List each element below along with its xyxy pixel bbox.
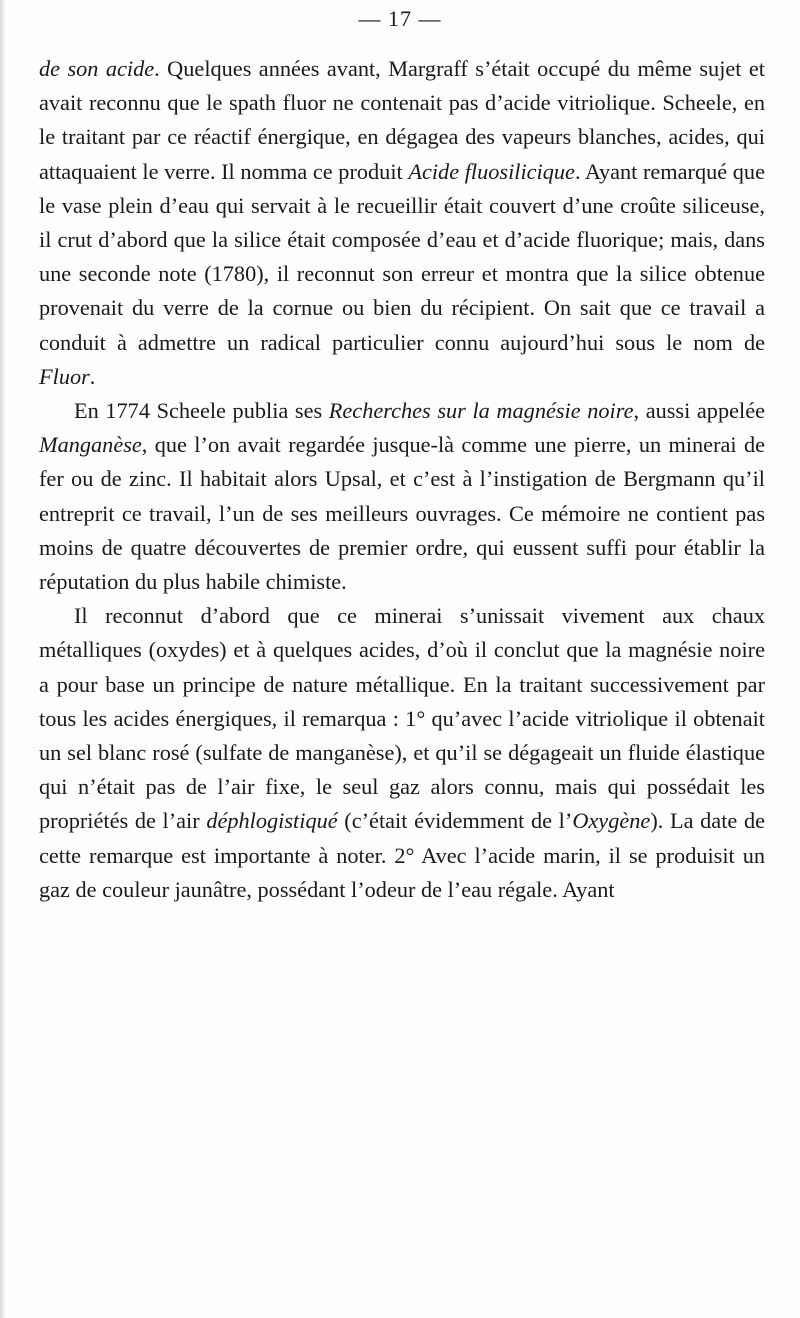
text-run: Fluor — [39, 363, 90, 389]
body-text — [39, 52, 765, 907]
text-run: déphlogistiqué — [206, 808, 338, 834]
paragraph-3 — [39, 599, 765, 907]
text-run: . — [89, 363, 96, 389]
text-run: Acide fluosilicique — [408, 158, 575, 184]
paragraph-2 — [39, 394, 765, 599]
text-run: Il reconnut d’abord que ce minerai s’unissait vivement aux chaux métalliques (oxydes) et à quelques acides, d’où il conclut que la magnésie noire a pour base un principe de nature métallique. En la traitant successivement par tous les acides énergiques, il remarqua : 1° qu’avec l’acide vitriolique il obtenait un sel blanc rosé (sulfate de manganèse), et qu’il se dégageait un fluide élastique qui n’était pas de l’air fixe, le seul gaz alors connu, mais qui possédait les propriétés de l’air — [39, 603, 765, 834]
text-run: Oxygène — [572, 808, 651, 834]
text-run: En 1774 Scheele publia ses — [74, 398, 329, 424]
text-run: Manganèse — [39, 432, 142, 458]
text-run: . Ayant remarqué que le vase plein d’eau qui servait à le recueillir était couvert d’une croûte siliceuse, il crut d’abord que la silice était composée d’eau et d’acide fluorique; mais, dans une seconde note (1780), il reconnut son erreur et montra que la silice obtenue provenait du verre de la cornue ou bien du récipient. On sait que ce travail a conduit à admettre un radical particulier connu aujourd’hui sous le nom de — [39, 158, 765, 355]
text-run: ). La date de cette remarque est importante à noter. 2° Avec l’acide marin, il se produisit un gaz de couleur jaunâtre, possédant l’odeur de l’eau régale. Ayant — [39, 808, 766, 902]
text-run: de son acide — [39, 56, 155, 81]
paragraph-1 — [39, 52, 765, 394]
text-run: , que l’on avait regardée jusque-là comme une pierre, un minerai de fer ou de zinc. Il habitait alors Upsal, et c’est à l’instigation de Bergmann qu’il entreprit ce travail, l’un de ses meilleurs ouvrages. Ce mémoire ne contient pas moins de quatre découvertes de premier ordre, qui eussent suffi pour établir la réputation du plus habile chimiste. — [39, 432, 765, 595]
page-edge-shadow — [0, 0, 6, 1318]
text-run: (c’était évidemment de l’ — [337, 808, 573, 834]
text-run: , aussi appelée — [633, 398, 765, 424]
page-number: — 17 — — [358, 6, 442, 31]
text-run: . Quelques années avant, Margraff s’était occupé du même sujet et avait reconnu que le spath fluor ne contenait pas d’acide vitriolique. Scheele, en le traitant par ce réactif énergique, en dégagea des vapeurs blanches, acides, qui attaquaient le verre. Il nomma ce produit — [39, 56, 766, 184]
text-run: Recherches sur la magnésie noire — [328, 398, 634, 424]
